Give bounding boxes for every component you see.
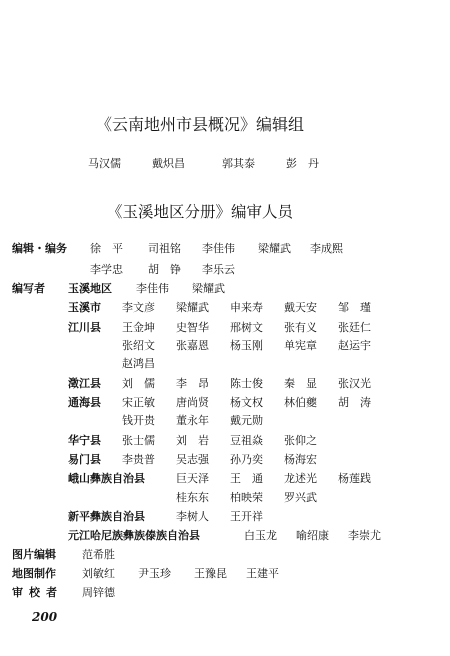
writer-name: 钱开贵: [122, 414, 155, 427]
writer-name: 王 通: [230, 472, 263, 485]
writer-name: 张仰之: [284, 434, 317, 447]
editor-name: 李佳伟: [202, 242, 235, 255]
writer-name: 喻绍康: [296, 529, 329, 542]
writer-name: 刘 儒: [122, 377, 155, 390]
writer-name: 杨玉刚: [230, 339, 263, 352]
writer-name: 吴志强: [176, 453, 209, 466]
region-label: 澂江县: [68, 377, 101, 390]
proofreader-label: 审校者: [12, 586, 63, 599]
writer-name: 林伯夔: [284, 396, 317, 409]
writer-name: 戴天安: [284, 301, 317, 314]
photo-editor-name: 范希胜: [82, 548, 115, 561]
writer-name: 单宪章: [284, 339, 317, 352]
writer-name: 白玉龙: [244, 529, 277, 542]
writer-name: 巨天泽: [176, 472, 209, 485]
writer-name: 戴元勋: [230, 414, 263, 427]
editor-name: 李成熙: [310, 242, 343, 255]
map-maker-name: 尹玉珍: [138, 567, 171, 580]
writer-name: 柏映荣: [230, 491, 263, 504]
region-label: 易门县: [68, 453, 101, 466]
writer-name: 邹 瑾: [338, 301, 371, 314]
writer-name: 陈士俊: [230, 377, 263, 390]
region-label: 通海县: [68, 396, 101, 409]
map-maker-name: 王豫昆: [194, 567, 227, 580]
editor-name: 胡 铮: [148, 263, 181, 276]
writer-name: 桂东东: [176, 491, 209, 504]
writer-name: 李树人: [176, 510, 209, 523]
review-staff-title: 《玉溪地区分册》编审人员: [107, 203, 294, 221]
region-label: 华宁县: [68, 434, 101, 447]
map-maker-name: 王建平: [246, 567, 279, 580]
proofreader-name: 周锌德: [82, 586, 115, 599]
writer-name: 胡 涛: [338, 396, 371, 409]
writer-name: 张嘉恩: [176, 339, 209, 352]
writer-name: 宋正敏: [122, 396, 155, 409]
region-label: 江川县: [68, 321, 101, 334]
region-label: 元江哈尼族彝族傣族自治县: [68, 529, 200, 542]
writer-name: 申来寿: [230, 301, 263, 314]
writer-name: 杨莲践: [338, 472, 371, 485]
writer-name: 杨文权: [230, 396, 263, 409]
writer-name: 梁耀武: [192, 282, 225, 295]
page-number: 200: [32, 610, 58, 624]
writer-name: 王金坤: [122, 321, 155, 334]
map-maker-label: 地图制作: [12, 567, 56, 580]
region-label: 新平彝族自治县: [68, 510, 145, 523]
map-maker-name: 刘敏红: [82, 567, 115, 580]
writer-name: 罗兴武: [284, 491, 317, 504]
writer-name: 张汉光: [338, 377, 371, 390]
writer-name: 张有义: [284, 321, 317, 334]
writer-name: 张士儒: [122, 434, 155, 447]
writer-name: 唐尚贤: [176, 396, 209, 409]
photo-editor-label: 图片编辑: [12, 548, 56, 561]
writer-name: 李崇尤: [348, 529, 381, 542]
writer-name: 赵运宇: [338, 339, 371, 352]
editor-name: 徐 平: [90, 242, 123, 255]
editor-name: 李学忠: [90, 263, 123, 276]
editorial-member: 彭 丹: [286, 157, 319, 170]
editor-name: 李乐云: [202, 263, 235, 276]
writer-name: 龙述光: [284, 472, 317, 485]
writer-name: 史智华: [176, 321, 209, 334]
writer-name: 李贵普: [122, 453, 155, 466]
writer-name: 张廷仁: [338, 321, 371, 334]
writer-name: 豆祖焱: [230, 434, 263, 447]
writers-label: 编写者: [12, 282, 45, 295]
writer-name: 李 昂: [176, 377, 209, 390]
writer-name: 孙乃奕: [230, 453, 263, 466]
editor-name: 梁耀武: [258, 242, 291, 255]
writer-name: 赵鸿昌: [122, 357, 155, 370]
writer-name: 张绍文: [122, 339, 155, 352]
editor-name: 司祖铭: [148, 242, 181, 255]
writer-name: 王开祥: [230, 510, 263, 523]
editors-label: 编辑・编务: [12, 242, 67, 255]
region-label: 玉溪地区: [68, 282, 112, 295]
writer-name: 杨海宏: [284, 453, 317, 466]
writer-name: 刘 岩: [176, 434, 209, 447]
writer-name: 董永年: [176, 414, 209, 427]
writer-name: 梁耀武: [176, 301, 209, 314]
writer-name: 秦 显: [284, 377, 317, 390]
region-label: 峨山彝族自治县: [68, 472, 145, 485]
editorial-member: 郭其泰: [222, 157, 255, 170]
region-label: 玉溪市: [68, 301, 101, 314]
writer-name: 李佳伟: [136, 282, 169, 295]
writer-name: 邢树文: [230, 321, 263, 334]
editorial-member: 戴炽昌: [152, 157, 185, 170]
editorial-group-title: 《云南地州市县概况》编辑组: [96, 115, 305, 134]
editorial-member: 马汉儒: [88, 157, 121, 170]
writer-name: 李文彦: [122, 301, 155, 314]
